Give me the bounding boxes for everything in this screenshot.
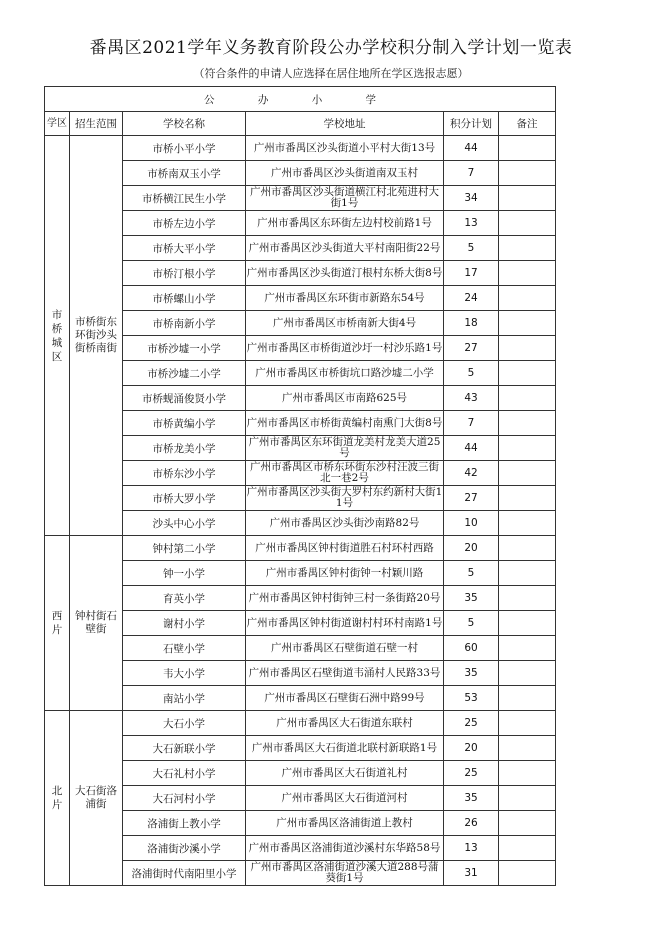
quota-cell: 7	[444, 411, 499, 436]
remark-cell	[499, 261, 556, 286]
remark-cell	[499, 611, 556, 636]
school-name-cell: 市桥南双玉小学	[123, 161, 246, 186]
remark-cell	[499, 386, 556, 411]
school-address-text: 广州市番禺区沙头街道横江村北苑进村大街1号	[250, 186, 439, 209]
remark-cell	[499, 136, 556, 161]
table-row	[45, 136, 556, 161]
school-name-cell: 石壁小学	[123, 636, 246, 661]
remark-cell	[499, 836, 556, 861]
quota-cell: 20	[444, 536, 499, 561]
remark-cell	[499, 236, 556, 261]
school-address-text: 广州市番禺区洛浦街道沙溪大道288号蒲葵街1号	[250, 861, 439, 884]
district-label: 北片	[51, 785, 63, 811]
school-address-text: 广州市番禺区市桥南新大街4号	[272, 316, 417, 329]
header-scope: 招生范围	[70, 112, 123, 136]
remark-cell	[499, 286, 556, 311]
remark-cell	[499, 361, 556, 386]
school-name-cell: 沙头中心小学	[123, 511, 246, 536]
school-name-cell: 南站小学	[123, 686, 246, 711]
school-address-text: 广州市番禺区东环街左边村校前路1号	[257, 216, 432, 229]
school-name-cell: 大石新联小学	[123, 736, 246, 761]
quota-cell: 35	[444, 661, 499, 686]
school-name-cell: 市桥沙墟二小学	[123, 361, 246, 386]
quota-cell: 53	[444, 686, 499, 711]
school-address-cell	[246, 211, 444, 236]
scope-label: 市桥街东环街沙头街桥南街	[75, 316, 117, 354]
school-name-cell: 洛浦街上教小学	[123, 811, 246, 836]
remark-cell	[499, 861, 556, 886]
school-address-text: 广州市番禺区钟村街道谢村村环村南路1号	[246, 616, 443, 629]
district-label: 市桥城区	[51, 308, 63, 363]
school-address-text: 广州市番禺区钟村街钟三村一条街路20号	[248, 591, 441, 604]
school-name-cell: 大石礼村小学	[123, 761, 246, 786]
remark-cell	[499, 511, 556, 536]
school-address-cell	[246, 786, 444, 811]
school-address-cell	[246, 436, 444, 461]
remark-cell	[499, 761, 556, 786]
school-address-text: 广州市番禺区市桥街道沙圩一村沙乐路1号	[246, 341, 443, 354]
school-address-text: 广州市番禺区大石街道北联村新联路1号	[251, 741, 438, 754]
quota-cell: 18	[444, 311, 499, 336]
quota-cell: 10	[444, 511, 499, 536]
scope-label: 钟村街石壁街	[75, 610, 117, 635]
school-address-text: 广州市番禺区市桥东环街东沙村汪波三街北一巷2号	[250, 461, 439, 484]
school-address-cell	[246, 486, 444, 511]
school-address-text: 广州市番禺区石壁街石洲中路99号	[264, 691, 425, 704]
remark-cell	[499, 411, 556, 436]
school-address-text: 广州市番禺区大石街道东联村	[276, 716, 413, 729]
quota-cell: 5	[444, 361, 499, 386]
school-name-cell: 钟一小学	[123, 561, 246, 586]
school-name-cell: 市桥沙墟一小学	[123, 336, 246, 361]
school-address-text: 广州市番禺区沙头街道大平村南阳街22号	[248, 241, 441, 254]
header-remark: 备注	[499, 112, 556, 136]
district-cell	[45, 136, 70, 536]
school-address-cell	[246, 336, 444, 361]
school-address-text: 广州市番禺区钟村街钟一村颖川路	[265, 566, 424, 579]
scope-cell	[70, 711, 123, 886]
quota-cell: 60	[444, 636, 499, 661]
remark-cell	[499, 686, 556, 711]
school-address-cell	[246, 136, 444, 161]
school-address-cell	[246, 636, 444, 661]
school-address-text: 广州市番禺区洛浦街道上教村	[276, 816, 413, 829]
remark-cell	[499, 211, 556, 236]
school-name-cell: 市桥蚬涌俊贤小学	[123, 386, 246, 411]
remark-cell	[499, 311, 556, 336]
quota-cell: 31	[444, 861, 499, 886]
remark-cell	[499, 536, 556, 561]
remark-cell	[499, 336, 556, 361]
page-title: 番禺区2021学年义务教育阶段公办学校积分制入学计划一览表	[89, 38, 573, 58]
quota-cell: 25	[444, 761, 499, 786]
school-name-cell: 市桥小平小学	[123, 136, 246, 161]
school-address-cell	[246, 761, 444, 786]
quota-cell: 27	[444, 336, 499, 361]
school-address-cell	[246, 511, 444, 536]
school-address-cell	[246, 686, 444, 711]
school-address-cell	[246, 661, 444, 686]
school-address-text: 广州市番禺区洛浦街道沙溪村东华路58号	[248, 841, 441, 854]
school-address-text: 广州市番禺区沙头街道南双玉村	[271, 166, 418, 179]
school-name-cell: 市桥横江民生小学	[123, 186, 246, 211]
quota-cell: 5	[444, 561, 499, 586]
school-address-text: 广州市番禺区石壁街道石壁一村	[271, 641, 418, 654]
quota-cell: 34	[444, 186, 499, 211]
school-name-cell: 市桥螺山小学	[123, 286, 246, 311]
remark-cell	[499, 436, 556, 461]
school-address-cell	[246, 411, 444, 436]
school-address-cell	[246, 611, 444, 636]
school-name-cell: 大石河村小学	[123, 786, 246, 811]
quota-cell: 44	[444, 136, 499, 161]
remark-cell	[499, 736, 556, 761]
header-address: 学校地址	[246, 112, 444, 136]
school-address-cell	[246, 386, 444, 411]
school-name-cell: 市桥汀根小学	[123, 261, 246, 286]
remark-cell	[499, 161, 556, 186]
header-area: 学区	[45, 112, 70, 136]
quota-cell: 13	[444, 211, 499, 236]
remark-cell	[499, 186, 556, 211]
school-name-cell: 韦大小学	[123, 661, 246, 686]
remark-cell	[499, 661, 556, 686]
school-name-cell: 谢村小学	[123, 611, 246, 636]
school-address-cell	[246, 461, 444, 486]
quota-cell: 35	[444, 586, 499, 611]
district-cell	[45, 536, 70, 711]
school-address-cell	[246, 536, 444, 561]
page-subtitle: （符合条件的申请人应选择在居住地所在学区选报志愿）	[193, 67, 469, 80]
school-quota-table	[44, 86, 556, 886]
school-address-cell	[246, 711, 444, 736]
school-address-cell	[246, 836, 444, 861]
school-address-text: 广州市番禺区东环街市新路东54号	[264, 291, 425, 304]
school-name-cell: 市桥大平小学	[123, 236, 246, 261]
school-name-cell: 洛浦街时代南阳里小学	[123, 861, 246, 886]
header-quota: 积分计划	[444, 112, 499, 136]
school-address-cell	[246, 161, 444, 186]
scope-cell	[70, 136, 123, 536]
scope-label: 大石街洛浦街	[75, 785, 117, 810]
school-address-cell	[246, 861, 444, 886]
remark-cell	[499, 636, 556, 661]
school-address-text: 广州市番禺区沙头街道汀根村东桥大街8号	[246, 266, 443, 279]
school-address-cell	[246, 261, 444, 286]
table-row	[45, 536, 556, 561]
school-address-cell	[246, 361, 444, 386]
quota-cell: 24	[444, 286, 499, 311]
section-band: 公 办 小 学	[45, 87, 556, 112]
school-name-cell: 钟村第二小学	[123, 536, 246, 561]
quota-cell: 25	[444, 711, 499, 736]
remark-cell	[499, 461, 556, 486]
quota-cell: 42	[444, 461, 499, 486]
school-address-cell	[246, 311, 444, 336]
school-address-text: 广州市番禺区市桥街坑口路沙墟二小学	[255, 366, 434, 379]
district-label: 西片	[51, 610, 63, 636]
school-name-cell: 洛浦街沙溪小学	[123, 836, 246, 861]
school-name-cell: 市桥黄编小学	[123, 411, 246, 436]
quota-cell: 5	[444, 236, 499, 261]
table-row	[45, 711, 556, 736]
school-name-cell: 育英小学	[123, 586, 246, 611]
quota-cell: 20	[444, 736, 499, 761]
school-address-text: 广州市番禺区石壁街道韦涌村人民路33号	[248, 666, 441, 679]
school-address-text: 广州市番禺区沙头街道小平村大街13号	[253, 141, 436, 154]
school-address-text: 广州市番禺区市南路625号	[281, 391, 408, 404]
school-address-cell	[246, 186, 444, 211]
school-address-text: 广州市番禺区大石街道礼村	[281, 766, 408, 779]
remark-cell	[499, 711, 556, 736]
school-name-cell: 市桥左边小学	[123, 211, 246, 236]
quota-cell: 17	[444, 261, 499, 286]
remark-cell	[499, 561, 556, 586]
remark-cell	[499, 486, 556, 511]
quota-cell: 7	[444, 161, 499, 186]
quota-cell: 5	[444, 611, 499, 636]
school-address-text: 广州市番禺区钟村街道胜石村环村西路	[255, 541, 434, 554]
school-address-cell	[246, 586, 444, 611]
district-cell	[45, 711, 70, 886]
header-school-name: 学校名称	[123, 112, 246, 136]
school-address-cell	[246, 236, 444, 261]
scope-cell	[70, 536, 123, 711]
quota-cell: 43	[444, 386, 499, 411]
school-name-cell: 市桥东沙小学	[123, 461, 246, 486]
remark-cell	[499, 586, 556, 611]
school-address-text: 广州市番禺区市桥街黄编村南熏门大街8号	[246, 416, 443, 429]
school-name-cell: 市桥南新小学	[123, 311, 246, 336]
school-address-text: 广州市番禺区沙头街沙南路82号	[269, 516, 420, 529]
school-address-cell	[246, 561, 444, 586]
quota-cell: 44	[444, 436, 499, 461]
school-address-cell	[246, 736, 444, 761]
school-name-cell: 市桥大罗小学	[123, 486, 246, 511]
remark-cell	[499, 786, 556, 811]
school-address-text: 广州市番禺区沙头街大罗村东约新村大街11号	[246, 486, 443, 509]
quota-cell: 35	[444, 786, 499, 811]
school-address-cell	[246, 286, 444, 311]
quota-cell: 27	[444, 486, 499, 511]
quota-cell: 13	[444, 836, 499, 861]
school-address-text: 广州市番禺区大石街道河村	[281, 791, 408, 804]
school-name-cell: 大石小学	[123, 711, 246, 736]
quota-cell: 26	[444, 811, 499, 836]
remark-cell	[499, 811, 556, 836]
school-address-cell	[246, 811, 444, 836]
school-name-cell: 市桥龙美小学	[123, 436, 246, 461]
school-address-text: 广州市番禺区东环街道龙美村龙美大道25号	[248, 436, 441, 459]
